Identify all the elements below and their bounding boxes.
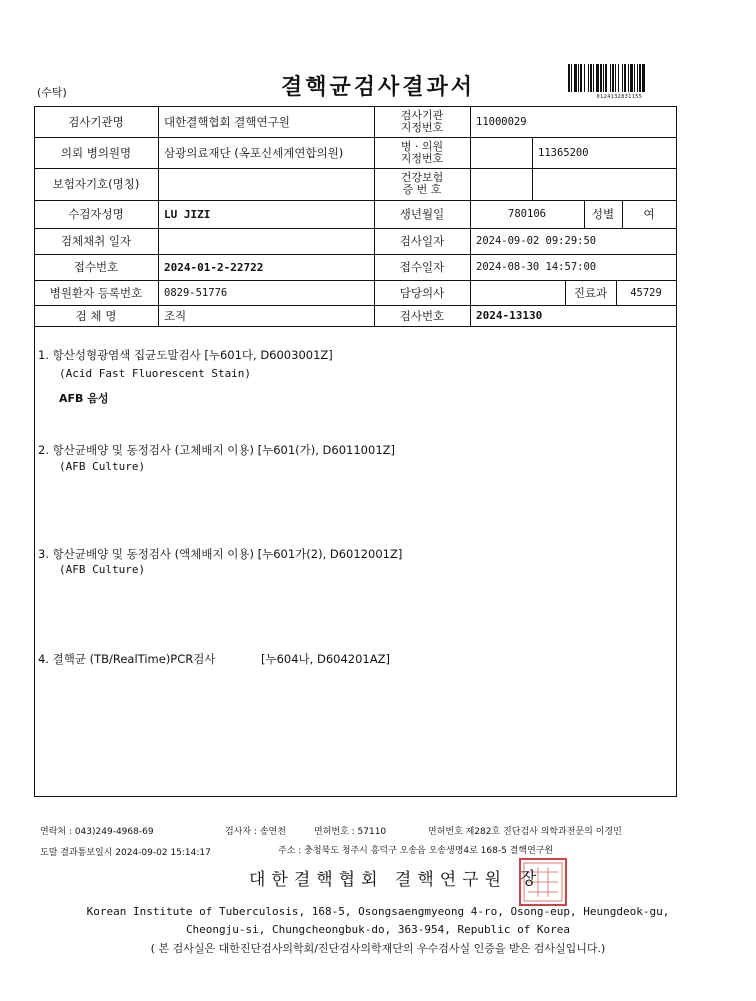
accession-number-label: 접수번호	[73, 260, 119, 274]
insurance-number-label	[374, 168, 470, 200]
receipt-label: (수탁)	[37, 86, 67, 99]
result-1-title: 1. 항산성형광염색 집균도말검사 [누601다, D6003001Z]	[38, 348, 333, 362]
tester-name: 검사자 : 송연천	[225, 827, 286, 837]
patient-name-value: LU JIZI	[164, 207, 211, 221]
department-value: 45729	[630, 286, 662, 299]
clinic-code-label	[374, 137, 470, 168]
insurer-value	[158, 168, 380, 200]
institute-address: 주소 : 충청북도 청주시 흥덕구 오송읍 오송생명4로 168-5 결핵연구원	[278, 846, 554, 856]
result-3-title: 3. 항산균배양 및 동정검사 (액체배지 이용) [누601가(2), D6012001Z]	[38, 547, 403, 561]
physician-license: 면허번호 제282호 진단검사 의학과전문의 이경민	[428, 827, 622, 837]
institute-address-english-1: Korean Institute of Tuberculosis, 168-5, Osongsaengmyeong 4-ro, Osong-eup, Heungdeok-gu,	[86, 905, 670, 918]
tester-license: 면허번호 : 57110	[314, 827, 387, 837]
receipt-date-value: 2024-08-30 14:57:00	[476, 261, 597, 273]
sex-value: 여	[643, 207, 655, 221]
clinic-code-label-line2: 지정번호	[400, 151, 444, 165]
institute-address-english-2: Cheongju-si, Chungcheongbuk-do, 363-954, Republic of Korea	[185, 923, 571, 936]
seal-character: 장	[520, 869, 537, 889]
physician-value	[470, 280, 571, 305]
institution-name-value: 대한결핵협회 결핵연구원	[164, 114, 290, 129]
result-4-code: [누604나, D604201AZ]	[261, 652, 390, 666]
institute-name-korean: 대한결핵협회 결핵연구원	[248, 870, 508, 890]
institution-code-label-line1: 검사기관	[400, 108, 444, 122]
result-4-title: 4. 결핵균 (TB/RealTime)PCR검사	[38, 652, 216, 666]
sex-label: 성별	[591, 207, 615, 221]
clinic-code-value: 11365200	[538, 146, 589, 159]
referring-clinic-value: 삼광의료재단 (옥포신세계연합의원)	[164, 145, 344, 160]
department-label: 진료과	[573, 285, 608, 300]
test-date-value: 2024-09-02 09:29:50	[476, 235, 597, 247]
barcode	[568, 64, 671, 92]
patient-name-label: 수검자성명	[68, 207, 124, 221]
institution-code-label-line2: 지정번호	[400, 120, 444, 134]
document-title: 결핵균검사결과서	[280, 74, 476, 100]
test-number-label: 검사번호	[399, 308, 445, 323]
institution-name-label: 검사기관명	[68, 114, 124, 129]
institution-code-value: 11000029	[476, 115, 527, 128]
contact-phone: 연락처 : 043)249-4968-69	[40, 827, 154, 837]
birthdate-label: 생년월일	[399, 207, 445, 221]
clinic-code-label-line1: 병 · 의원	[400, 139, 444, 153]
receipt-date-label: 접수일자	[399, 260, 445, 274]
result-1-value: AFB 음성	[59, 392, 109, 405]
hospital-patient-id-label: 병원환자 등록번호	[49, 285, 143, 300]
result-3-subtitle: (AFB Culture)	[59, 563, 146, 576]
institution-code-label	[374, 106, 470, 137]
specimen-value: 조직	[164, 308, 187, 323]
patient-info-table	[34, 106, 677, 326]
collection-date-label: 검체채취 일자	[60, 234, 132, 248]
hospital-patient-id-value: 0829-51776	[164, 286, 228, 299]
insurer-label: 보험자기호(명칭)	[52, 177, 140, 191]
physician-label: 담당의사	[399, 285, 445, 300]
referring-clinic-label: 의뢰 병의원명	[60, 145, 132, 160]
smear-report-time: 도말 결과통보일시 2024-09-02 15:14:17	[40, 848, 211, 858]
collection-date-value	[158, 228, 380, 254]
results-section	[34, 327, 677, 797]
specimen-label: 검 체 명	[75, 308, 117, 323]
barcode-number: 0124132831155	[596, 94, 643, 100]
test-date-label: 검사일자	[399, 234, 445, 248]
insurance-number-value	[532, 168, 676, 200]
result-2-title: 2. 항산균배양 및 동정검사 (고체배지 이용) [누601(가), D6011001Z]	[38, 443, 395, 457]
accession-number-value: 2024-01-2-22722	[164, 260, 264, 274]
insurance-number-label-line2: 증 번 호	[402, 183, 442, 196]
result-1-subtitle: (Acid Fast Fluorescent Stain)	[59, 367, 252, 380]
test-number-value: 2024-13130	[476, 309, 543, 322]
certification-note: ( 본 검사실은 대한진단검사의학회/진단검사의학재단의 우수검사실 인증을 받은 검사실입니다.)	[150, 942, 606, 955]
result-2-subtitle: (AFB Culture)	[59, 460, 146, 473]
insurance-number-label-line1: 건강보험	[400, 171, 444, 184]
birthdate-value: 780106	[508, 208, 546, 220]
